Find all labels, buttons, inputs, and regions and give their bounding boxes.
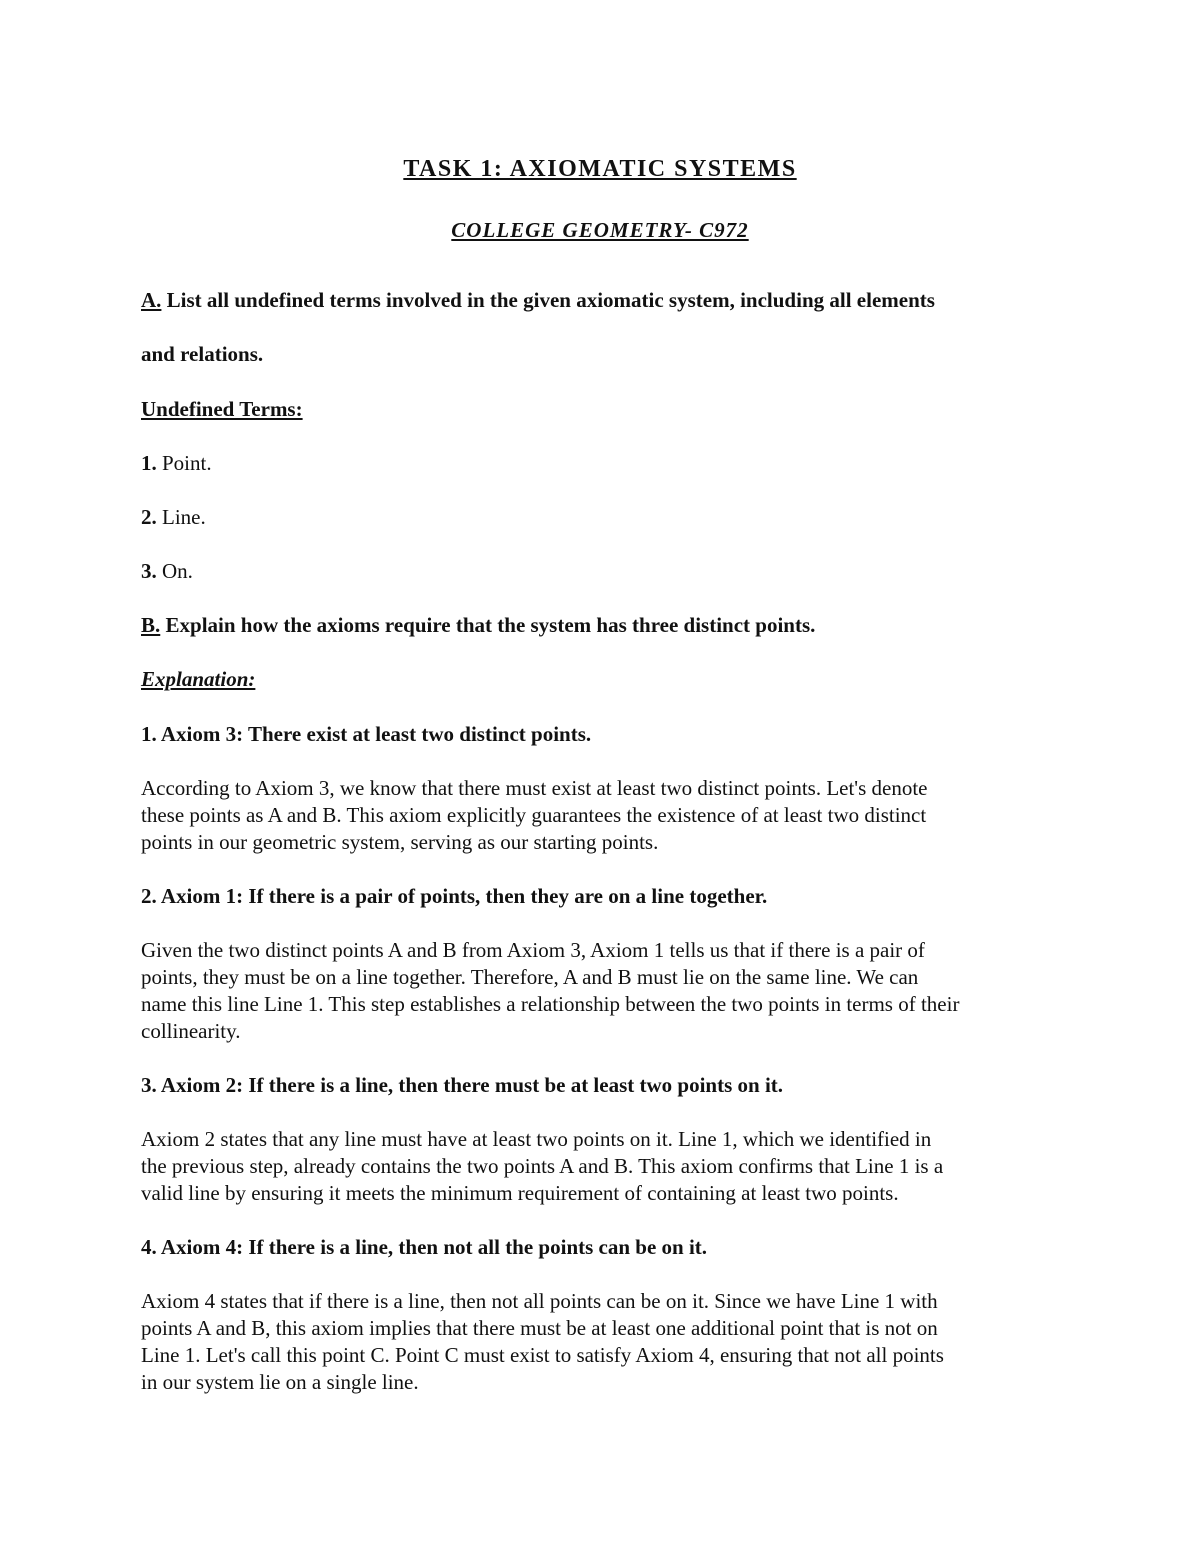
step-line: According to Axiom 3, we know that there must exist at least two distinct points. Let's denote [141,776,928,800]
step-heading: 3. Axiom 2: If there is a line, then there must be at least two points on it. [141,1073,784,1097]
step-line: these points as A and B. This axiom explicitly guarantees the existence of at least two distinct [141,803,927,827]
undefined-terms-heading: Undefined Terms: [141,397,303,421]
step-line: the previous step, already contains the two points A and B. This axiom confirms that Line 1 is a [141,1154,944,1178]
step-heading: 2. Axiom 1: If there is a pair of points, then they are on a line together. [141,884,768,908]
section-a-question-line2: and relations. [141,342,264,366]
section-a-label: A. [141,288,162,312]
step-line: in our system lie on a single line. [141,1370,419,1394]
term-item: 2. Line. [141,505,206,529]
term-item: 1. Point. [141,451,212,475]
section-b-question: B. Explain how the axioms require that the system has three distinct points. [141,613,816,637]
step-heading: 1. Axiom 3: There exist at least two distinct points. [141,722,592,746]
step-line: name this line Line 1. This step establishes a relationship between the two points in terms of their [141,992,960,1016]
step-line: Line 1. Let's call this point C. Point C must exist to satisfy Axiom 4, ensuring that not all points [141,1343,944,1367]
step-heading: 4. Axiom 4: If there is a line, then not all the points can be on it. [141,1235,708,1259]
document-subtitle: COLLEGE GEOMETRY- C972 [451,218,749,242]
step-line: valid line by ensuring it meets the minimum requirement of containing at least two points. [141,1181,899,1205]
section-b-label: B. [141,613,161,637]
term-item: 3. On. [141,559,193,583]
step-line: Axiom 2 states that any line must have at least two points on it. Line 1, which we identified in [141,1127,932,1151]
step-line: collinearity. [141,1019,241,1043]
explanation-heading: Explanation: [141,667,256,691]
step-line: points A and B, this axiom implies that there must be at least one additional point that is not on [141,1316,938,1340]
document-title: TASK 1: AXIOMATIC SYSTEMS [403,156,797,182]
step-line: Given the two distinct points A and B from Axiom 3, Axiom 1 tells us that if there is a pair of [141,938,925,962]
step-line: points in our geometric system, serving as our starting points. [141,830,659,854]
step-line: points, they must be on a line together. Therefore, A and B must lie on the same line. We can [141,965,919,989]
section-a-question-line1: A. List all undefined terms involved in the given axiomatic system, including all elements [141,288,935,312]
step-line: Axiom 4 states that if there is a line, then not all points can be on it. Since we have Line 1 with [141,1289,938,1313]
